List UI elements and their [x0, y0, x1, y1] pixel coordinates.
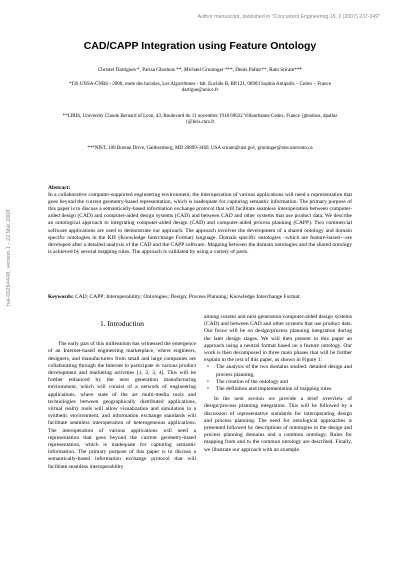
list-item: • The creation of the ontology and: [212, 379, 352, 386]
paper-title: CAD/CAPP Integration using Feature Ontology: [83, 40, 317, 52]
publication-note: Author manuscript, published in "Concurrent Engineering 15, 2 (2007) 237-249": [197, 14, 380, 20]
list-item: • The definition and implementation of mapping rules.: [212, 386, 352, 393]
intro-paragraph-left: The early part of this millennium has witnessed the emergence of an Internet-based engineering marketplace, where engineers, designers, and manufacturers from small and large companies are collaborating through the Internet to participate in various product development and marketing activities [1, 2, 3, 4]. This will be further enhanced by the next generation manufacturing environment, which will consist of a network of engineering applications, where state of the art multi-media tools and technologies between geographically distributed applications, virtual reality tools will allow visualization and simulation in a synthetic environment, and information exchange standards will facilitate seamless interoperation of heterogeneous applications. The interoperation of various applications will need a representation that goes beyond the current geometry-based representation, which is inadequate for capturing semantic information. The primary purpose of this paper is to discuss a semantically-based information exchange protocol that will facilitate seamless interoperability: [48, 341, 196, 470]
affiliation-2: **LIRIS, University Claude Bernard of Lyon, 43, Boulevard du 11 novembre 1918 69622 Villeurbanne Cedex, France {ghodous, dpallez }@liris.cnrs.fr: [62, 114, 338, 126]
keywords-label: Keywords:: [48, 294, 74, 300]
section-heading: 1. Introduction: [100, 319, 144, 328]
keywords: [48, 294, 352, 301]
keywords-text: CAD; CAPP; Interoperability; Ontologies; Design; Process Planning; Knowledge Interchange Format.: [75, 294, 301, 300]
affiliation-3: ***NIST, 100 Bureau Drive, Gaithersburg, MD 20899-3460, USA sriram@nist.gov, gruninger@nist.utoronto.ca: [87, 146, 313, 151]
right-column: [204, 314, 352, 454]
left-column: [48, 318, 196, 471]
intro-paragraph-right-2: In the next section we provide a brief overview of design/process planning integration. This will be followed by a discussion of representative standards for interoperating design and process planning. The need for ontological approaches is presented followed by descriptions of ontologies in the design and process planning domains and a common ontology. Rules for mapping from and to the common ontology are described. Finally, we illustrate our approach with an example.: [204, 396, 352, 453]
list-item: • The analysis of the two domains studied: detailed design and process planning,: [212, 364, 352, 378]
abstract: [48, 185, 352, 256]
abstract-heading: Abstract:: [48, 185, 71, 191]
affiliation-1: *I3S UNSA-CNRS - 2000, route des lucioles, Les Algorithmes - bât. Euclide B, BP.121, 06903 Sophia Antipolis – Cedex – France dartigue@unice.fr: [69, 82, 331, 94]
intro-paragraph-right: among current and next generation computer-aided design systems (CAD) and between CAD and other systems that use product data. Our focus will be on design/process planning integration during the later design stages. We will then present in this paper an approach using a neutral format based on a feature ontology. Our work is then decomposed in three main phases that will be further explain in the rest of this paper, as shown in Figure 1:: [204, 314, 352, 364]
abstract-text: In a collaborative computer-supported engineering environment, the interoperation of various applications will need a representation that goes beyond the current geometry-based representation, which is inadequate for capturing semantic information. The primary purpose of this paper is to discuss a semantically-based information exchange protocol that will facilitate seamless interoperation between computer-aided design (CAD) and computer-aided design systems (CAD) and between CAD and other systems that use product data. We describe an ontological approach to integrating computer-aided design (CAD) and computer-aided process planning (CAPP). Two commercial software applications are used to demonstrate our approach. The approach involves the development of a shared ontology and domain specific ontologies in the KIF (Knowledge Interchange Format) language. Domain specific ontologies –which are feature-based—are developed after a detailed analysis of the CAD and the CAPP software. Mapping between the domain ontologies and the shared ontology is achieved by several mapping rules. The approach is validated by using a variety of parts.: [48, 192, 352, 255]
phase-list: [204, 364, 352, 393]
hal-side-stamp: hal-00264448, version 1 - 22 Mar 2008: [6, 209, 12, 307]
author-list: Christel Dartigues *, Parisa Ghodous **, Michael Gruninger ***, Denis Pallez**, Ram Sriram***: [97, 67, 303, 73]
